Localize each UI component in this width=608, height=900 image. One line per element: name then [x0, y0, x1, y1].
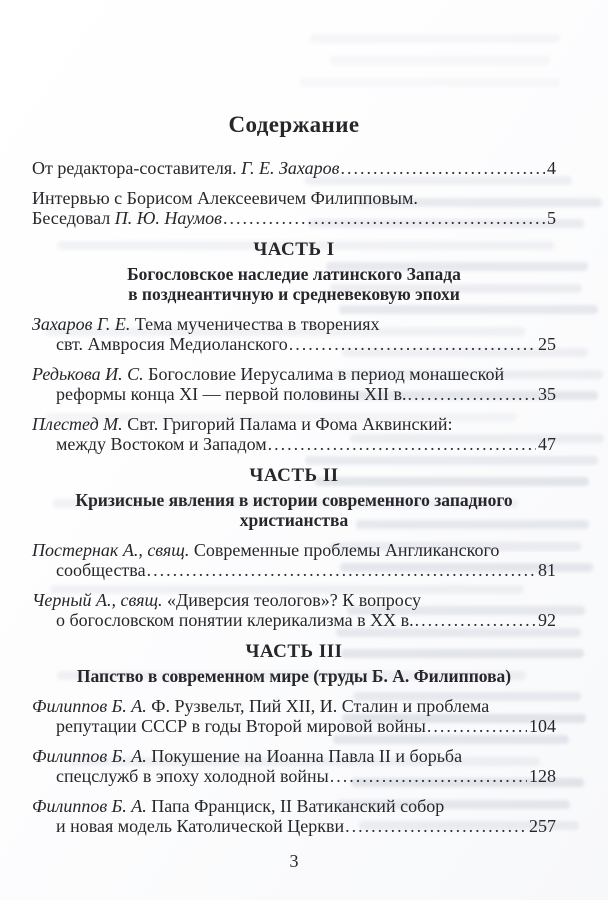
toc-line — [32, 414, 556, 434]
toc-line — [32, 796, 556, 816]
dot-leader — [223, 208, 545, 228]
toc-entry — [32, 696, 556, 736]
toc-entry — [32, 414, 556, 454]
toc-line-text — [32, 796, 444, 816]
part-heading: ЧАСТЬ I — [253, 239, 335, 260]
author-name: Г. Е. Захаров — [241, 158, 340, 178]
toc-line-text — [32, 696, 489, 716]
toc-entry — [32, 188, 556, 228]
toc-line — [32, 766, 556, 786]
dot-leader — [341, 158, 546, 178]
title-text: От редактора-составителя. — [32, 158, 242, 178]
toc-line-text — [32, 158, 340, 178]
toc-line-text — [56, 334, 288, 354]
toc-line — [32, 364, 556, 384]
toc-line-text — [32, 188, 418, 208]
toc-entry — [32, 364, 556, 404]
page-ref: 35 — [538, 384, 556, 404]
toc-line-text — [32, 746, 462, 766]
toc-line-text — [32, 590, 421, 610]
toc-line-text — [32, 208, 222, 228]
toc-line — [32, 188, 556, 208]
dot-leader — [330, 766, 527, 786]
author-name: Захаров Г. Е. — [32, 314, 131, 334]
toc-entry — [32, 590, 556, 630]
toc-line — [32, 716, 556, 736]
author-name: Плестед М. — [32, 414, 123, 434]
toc-line-text — [56, 384, 407, 404]
page-ref: 104 — [529, 716, 556, 736]
title-text: реформы конца XI — первой половины XII в. — [56, 384, 407, 404]
author-name: Постернак А., свящ. — [32, 540, 190, 560]
page-content — [32, 112, 556, 846]
toc-line-text — [56, 434, 267, 454]
toc-entry — [32, 314, 556, 354]
toc-entry — [32, 746, 556, 786]
toc-line — [32, 384, 556, 404]
title-text: репутации СССР в годы Второй мировой войны — [56, 716, 426, 736]
title-text: и новая модель Католической Церкви — [56, 816, 345, 836]
page-ref: 128 — [529, 766, 556, 786]
page-ref: 4 — [547, 158, 556, 178]
bleed-through-artifact — [310, 34, 560, 43]
toc-line — [32, 434, 556, 454]
page-title: Содержание — [228, 112, 360, 137]
title-text: Беседовал — [32, 208, 115, 228]
author-name: Черный А., свящ. — [32, 590, 163, 610]
toc-line — [32, 560, 556, 580]
part-subtitle: Кризисные явления в истории современного западного христианства — [75, 490, 513, 530]
dot-leader — [345, 816, 527, 836]
toc-line — [32, 590, 556, 610]
toc-line-text — [56, 610, 414, 630]
title-text: Покушение на Иоанна Павла II и борьба — [146, 746, 463, 766]
bleed-through-artifact — [300, 78, 560, 87]
part-heading: ЧАСТЬ III — [245, 641, 343, 662]
page-ref: 25 — [538, 334, 556, 354]
toc-line-text — [32, 414, 453, 434]
title-text: Современные проблемы Англиканского — [189, 540, 500, 560]
part-heading: ЧАСТЬ II — [249, 465, 339, 486]
toc-line-text — [56, 716, 426, 736]
part-subtitle: Папство в современном мире (труды Б. А. Филиппова) — [76, 666, 512, 686]
toc-line — [32, 208, 556, 228]
toc-line — [32, 610, 556, 630]
toc-line — [32, 816, 556, 836]
part-section — [32, 642, 556, 686]
title-text: Папа Франциск, II Ватиканский собор — [146, 796, 445, 816]
dot-leader — [268, 434, 536, 454]
title-text: Богословие Иерусалима в период монашеской — [143, 364, 505, 384]
page-ref: 47 — [538, 434, 556, 454]
toc-line-text — [32, 364, 504, 384]
title-text: сообщества — [56, 560, 146, 580]
part-subtitle: Богословское наследие латинского Запада в позднеантичную и средневековую эпохи — [127, 264, 461, 304]
part-section — [32, 466, 556, 530]
title-text: Свт. Григорий Палама и Фома Аквинский: — [122, 414, 453, 434]
title-text: между Востоком и Западом — [56, 434, 267, 454]
page-ref: 92 — [538, 610, 556, 630]
toc-line — [32, 314, 556, 334]
toc-line — [32, 540, 556, 560]
toc-entry — [32, 158, 556, 178]
title-text: Ф. Рузвельт, Пий XII, И. Сталин и проблема — [146, 696, 490, 716]
author-name: Филиппов Б. А. — [32, 746, 147, 766]
page-number: 3 — [289, 851, 299, 871]
dot-leader — [147, 560, 536, 580]
toc-line — [32, 334, 556, 354]
toc-line-text — [56, 816, 344, 836]
author-name: Филиппов Б. А. — [32, 796, 147, 816]
dot-leader — [415, 610, 536, 630]
toc-line — [32, 696, 556, 716]
toc-line — [32, 746, 556, 766]
title-text: свт. Амвросия Медиоланского — [56, 334, 288, 354]
toc-entry — [32, 540, 556, 580]
dot-leader — [289, 334, 536, 354]
title-text: о богословском понятии клерикализма в XX в. — [56, 610, 414, 630]
toc-entry — [32, 796, 556, 836]
page-ref: 5 — [547, 208, 556, 228]
toc-line-text — [56, 560, 146, 580]
page-ref: 81 — [538, 560, 556, 580]
bleed-through-artifact — [330, 56, 550, 65]
title-text: «Диверсия теологов»? К вопросу — [162, 590, 421, 610]
author-name: Филиппов Б. А. — [32, 696, 147, 716]
toc-line-text — [32, 314, 380, 334]
title-text: Тема мученичества в творениях — [130, 314, 380, 334]
part-section — [32, 240, 556, 304]
dot-leader — [427, 716, 527, 736]
table-of-contents — [32, 158, 556, 846]
title-text: спецслужб в эпоху холодной войны — [56, 766, 329, 786]
title-text: Интервью с Борисом Алексеевичем Филипповым. — [32, 188, 418, 208]
author-name: П. Ю. Наумов — [114, 208, 222, 228]
toc-line — [32, 158, 556, 178]
toc-line-text — [56, 766, 329, 786]
dot-leader — [408, 384, 536, 404]
toc-line-text — [32, 540, 499, 560]
author-name: Редькова И. С. — [32, 364, 144, 384]
page-ref: 257 — [529, 816, 556, 836]
